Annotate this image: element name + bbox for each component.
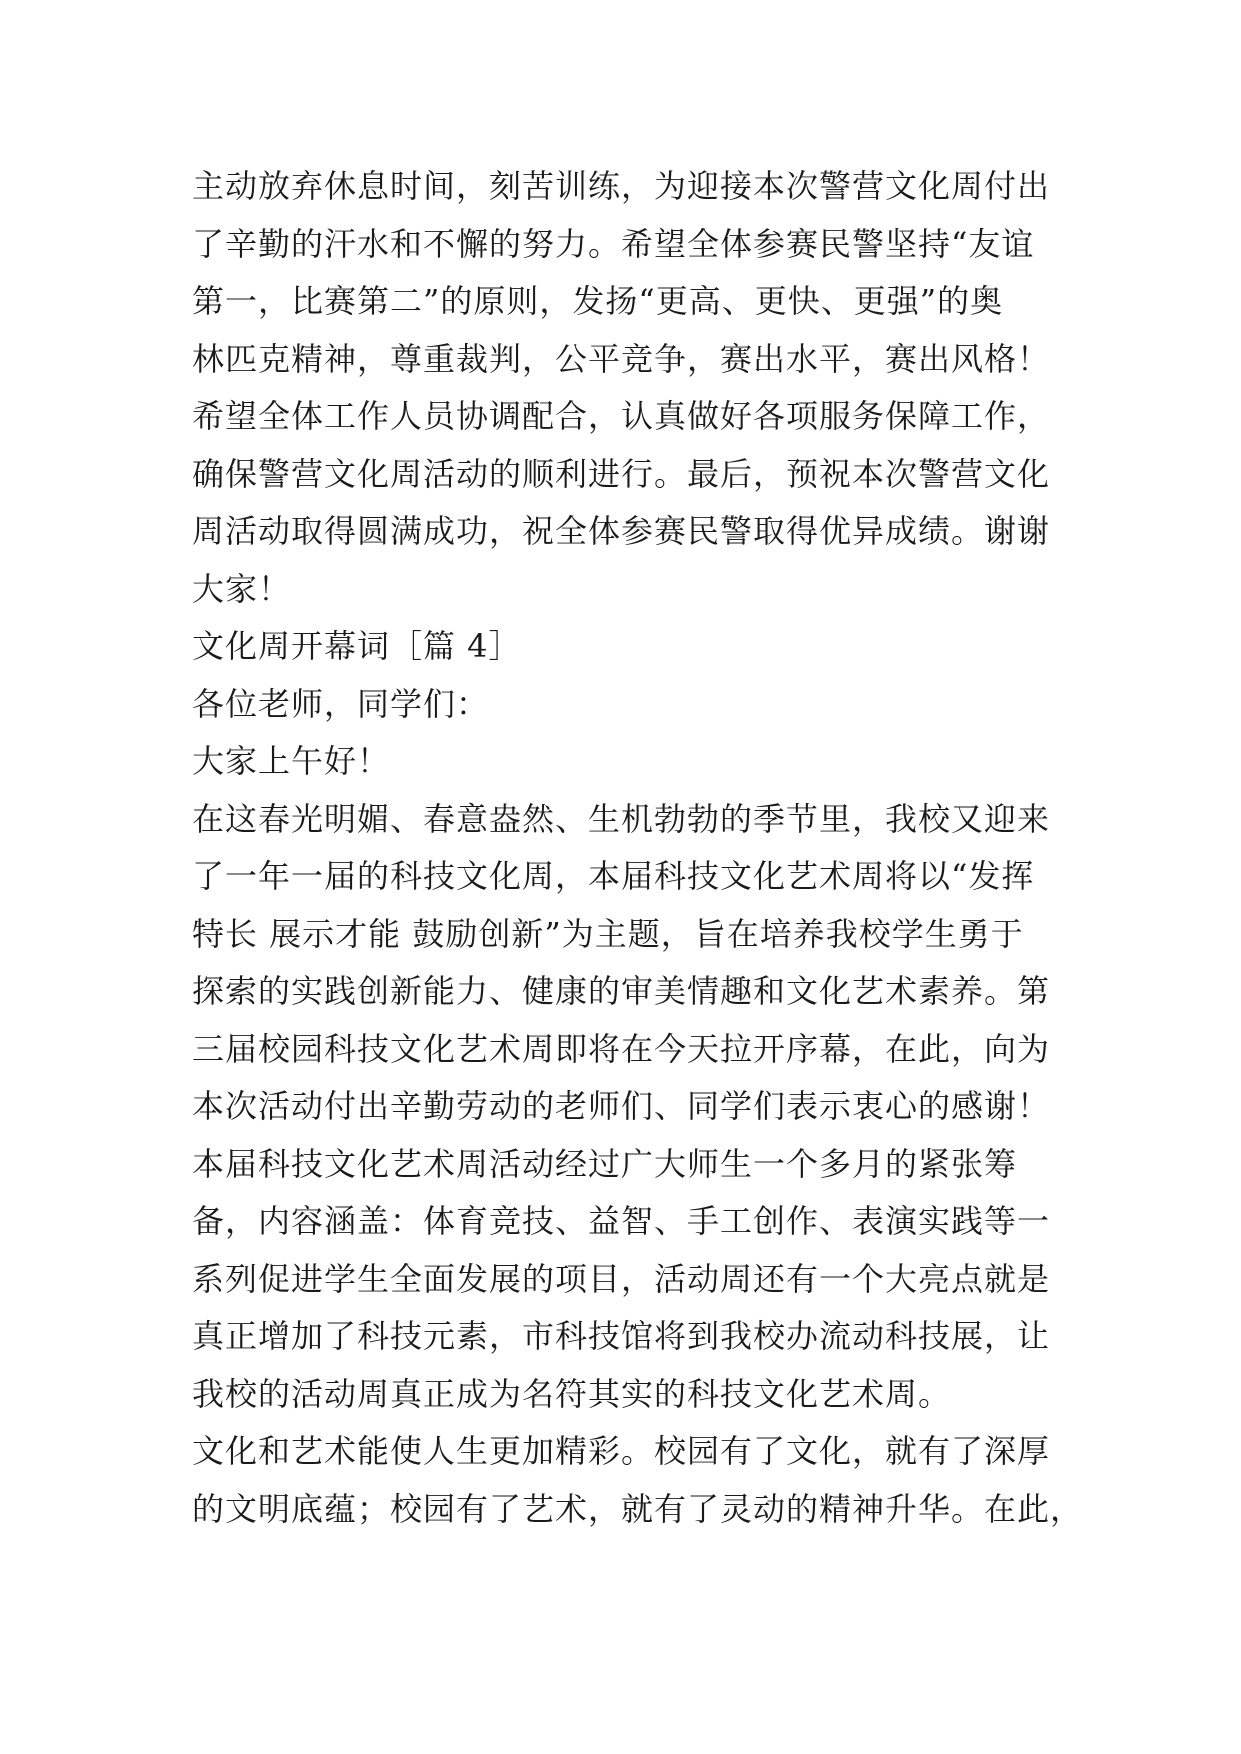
text-line: 系列促进学生全面发展的项目，活动周还有一个大亮点就是 [192,1259,1051,1298]
text-line: 三届校园科技文化艺术周即将在今天拉开序幕，在此，向为 [192,1029,1051,1068]
salutation: 各位老师，同学们： [192,684,490,723]
text-line: 文化和艺术能使人生更加精彩。校园有了文化，就有了深厚 [192,1432,1051,1470]
text-line: 确保警营文化周活动的顺利进行。最后，预祝本次警营文化 [192,454,1051,493]
section-heading: 文化周开幕词［篇 4］ [192,627,522,665]
text-line: 了一年一届的科技文化周，本届科技文化艺术周将以“发挥 [192,857,1035,895]
greeting: 大家上午好！ [192,742,391,780]
text-line: 第一，比赛第二”的原则，发扬“更高、更快、更强”的奥 [192,282,1004,320]
document-body [192,158,1084,1538]
text-line: 希望全体工作人员协调配合，认真做好各项服务保障工作， [192,397,1051,435]
text-line: 真正增加了科技元素，市科技馆将到我校办流动科技展，让 [192,1317,1051,1355]
text-line: 在这春光明媚、春意盎然、生机勃勃的季节里，我校又迎来 [192,799,1051,838]
text-line: 探索的实践创新能力、健康的审美情趣和文化艺术素养。第 [192,972,1051,1010]
text-line: 的文明底蕴；校园有了艺术，就有了灵动的精神升华。在此， [192,1489,1084,1528]
text-line: 主动放弃休息时间，刻苦训练，为迎接本次警营文化周付出 [192,167,1051,205]
text-line: 我校的活动周真正成为名符其实的科技文化艺术周。 [192,1374,952,1413]
text-line: 本次活动付出辛勤劳动的老师们、同学们表示衷心的感谢！ [192,1087,1051,1125]
text-line: 大家！ [192,569,292,608]
text-line: 周活动取得圆满成功，祝全体参赛民警取得优异成绩。谢谢 [192,512,1051,550]
text-line: 了辛勤的汗水和不懈的努力。希望全体参赛民警坚持“友谊 [192,224,1035,263]
text-line: 林匹克精神，尊重裁判，公平竞争，赛出水平，赛出风格！ [192,339,1051,378]
text-line: 备，内容涵盖：体育竞技、益智、手工创作、表演实践等一 [192,1202,1051,1240]
text-line: 本届科技文化艺术周活动经过广大师生一个多月的紧张筹 [192,1144,1018,1183]
text-line: 特长 展示才能 鼓励创新”为主题，旨在培养我校学生勇于 [192,914,1024,953]
